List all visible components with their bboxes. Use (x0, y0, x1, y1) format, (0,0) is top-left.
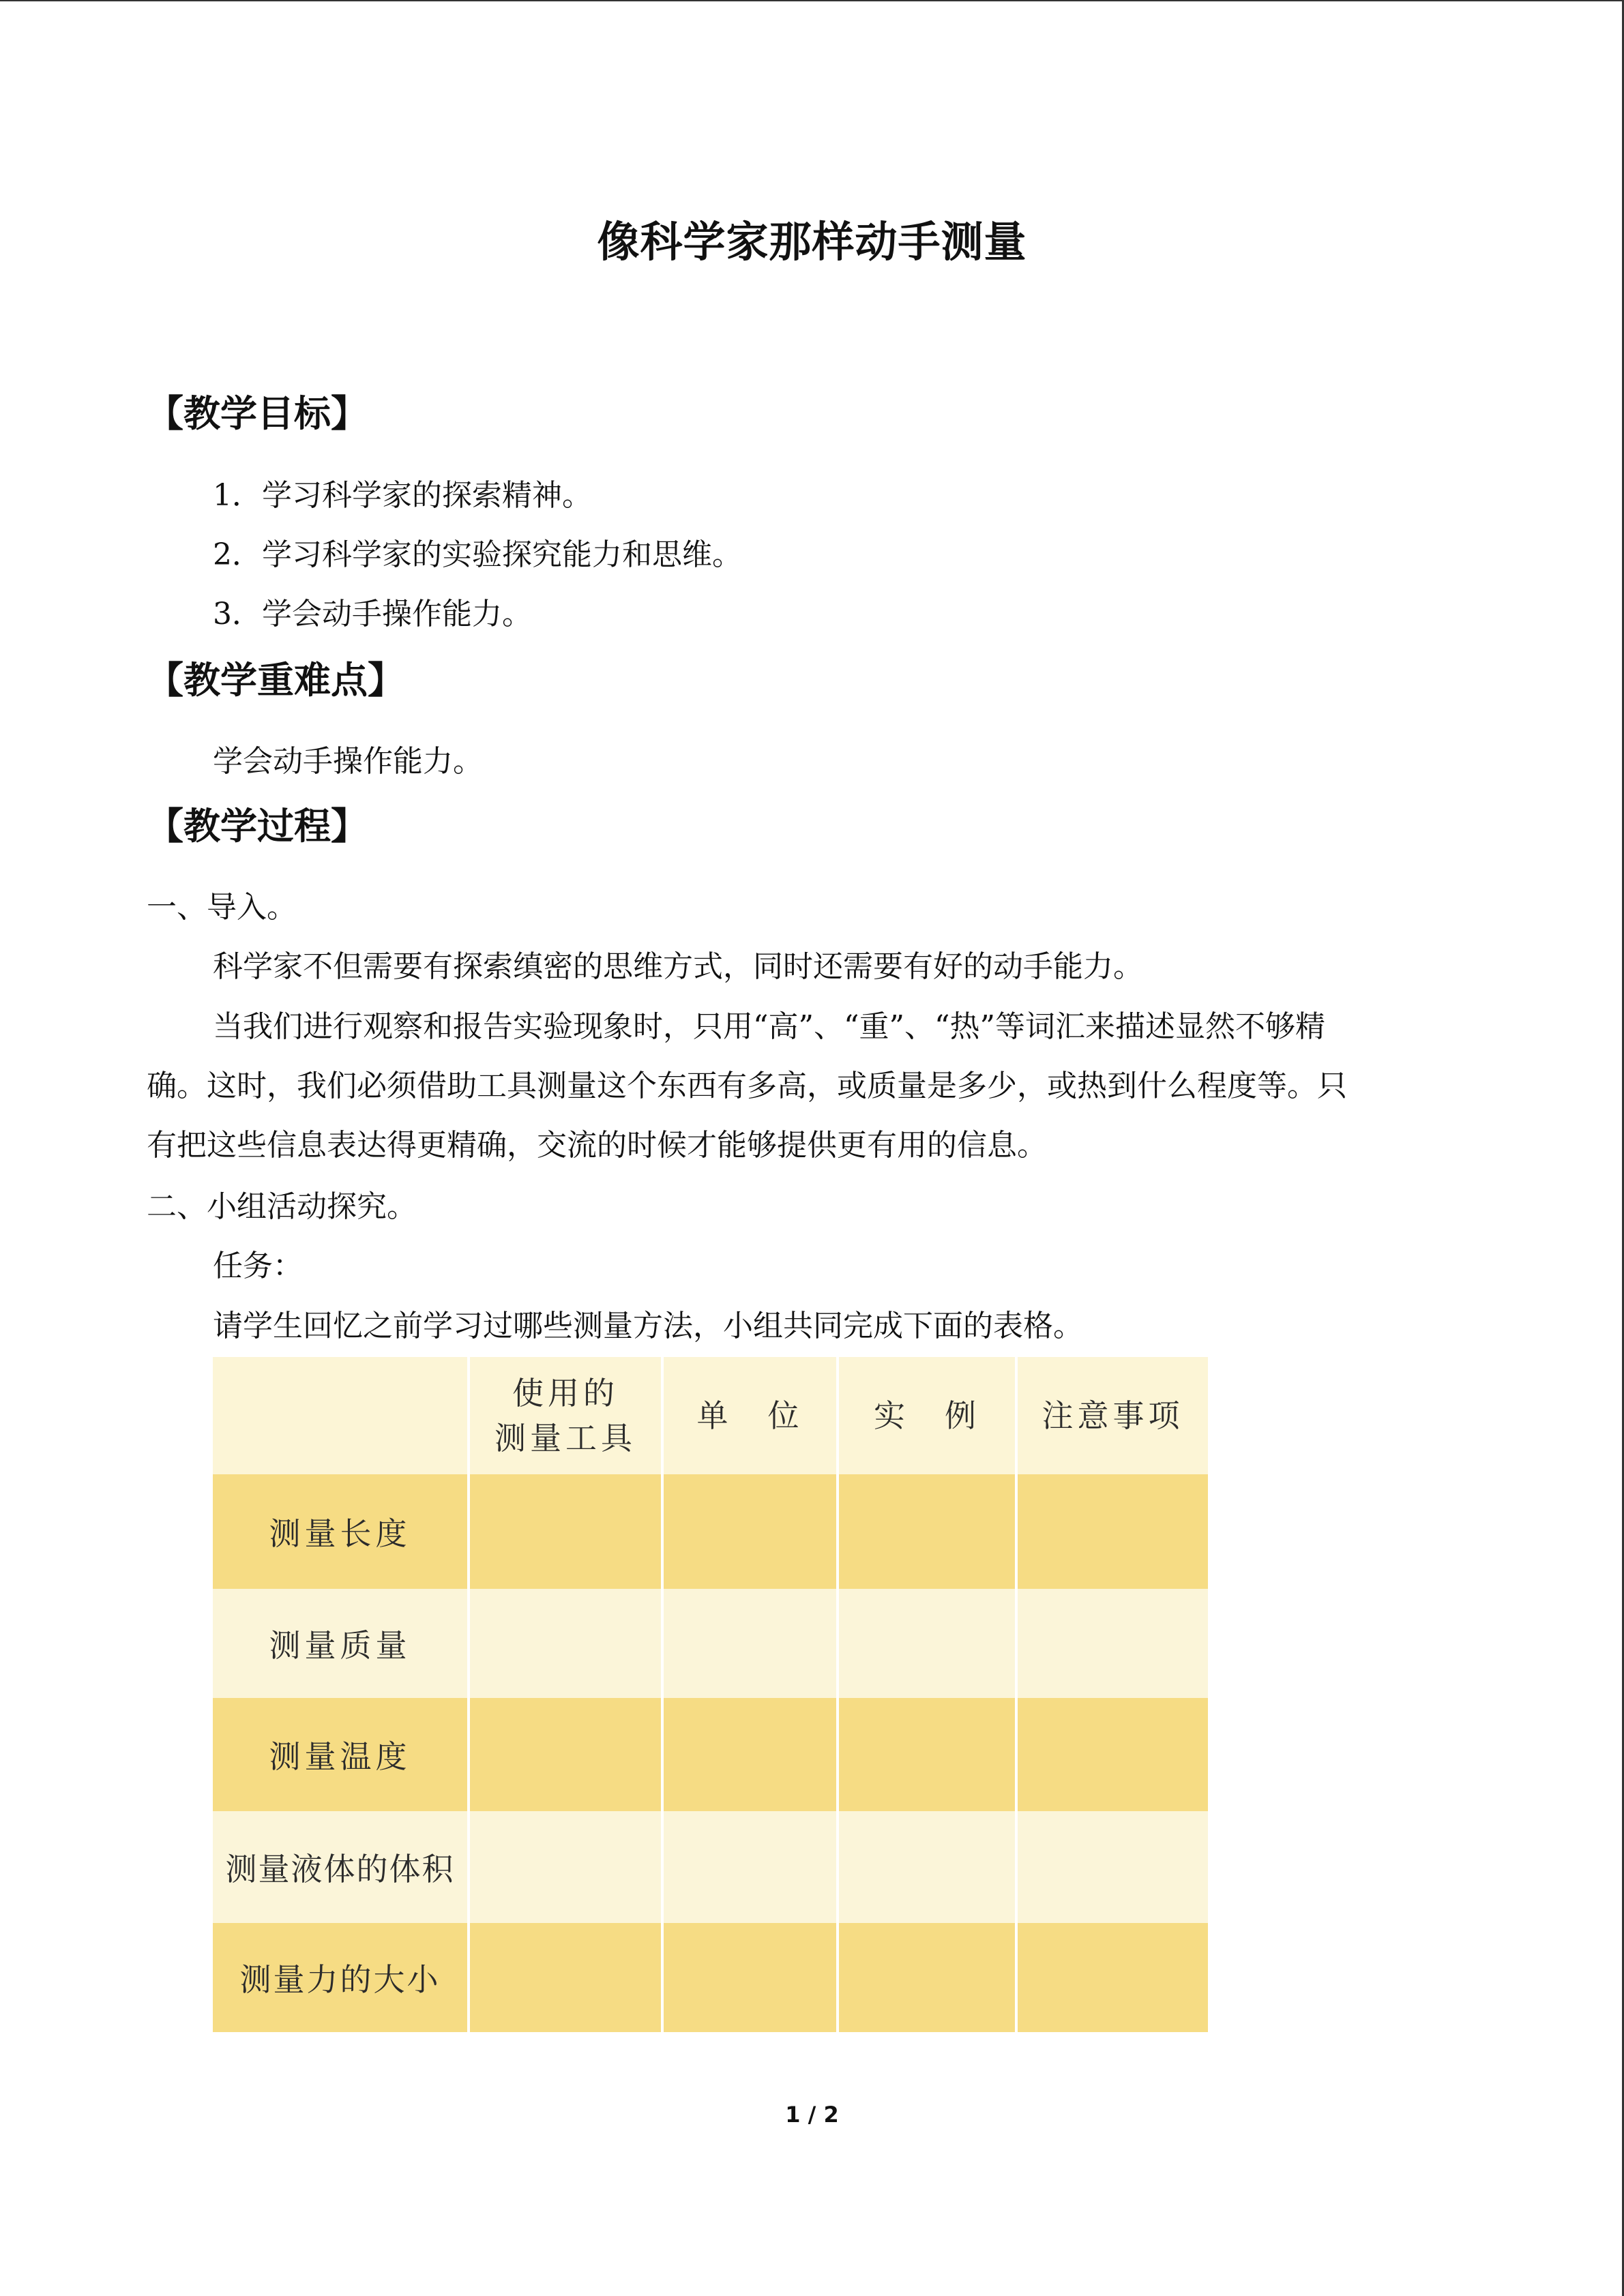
table-cell (839, 1698, 1015, 1811)
document-title: 像科学家那样动手测量 (597, 217, 1027, 267)
key-points-heading: 【教学重难点】 (147, 659, 404, 702)
task-text: 请学生回忆之前学习过哪些测量方法，小组共同完成下面的表格。 (213, 1309, 1083, 1343)
table-cell (664, 1474, 836, 1589)
table-cell (839, 1923, 1015, 2032)
table-cell (470, 1589, 661, 1698)
table-header-unit: 单 位 (664, 1357, 836, 1474)
objective-item-3: 3．学会动手操作能力。 (213, 597, 532, 631)
table-cell (1018, 1589, 1208, 1698)
table-row-label-mass: 测量质量 (213, 1589, 467, 1698)
table-header-empty (213, 1357, 467, 1474)
intro-paragraph-2-line-3: 有把这些信息表达得更精确，交流的时候才能够提供更有用的信息。 (147, 1128, 1047, 1163)
table-cell (1018, 1811, 1208, 1923)
table-header-notes: 注意事项 (1018, 1357, 1208, 1474)
table-cell (664, 1923, 836, 2032)
intro-paragraph-1: 科学家不但需要有探索缜密的思维方式，同时还需要有好的动手能力。 (213, 949, 1143, 984)
table-row-label-liquid-volume: 测量液体的体积 (213, 1811, 467, 1923)
table-cell (470, 1698, 661, 1811)
intro-paragraph-2-line-1: 当我们进行观察和报告实验现象时，只用“高”、“重”、“热”等词汇来描述显然不够精 (213, 1009, 1325, 1044)
table-cell (1018, 1474, 1208, 1589)
page-top-border (0, 0, 1623, 1)
table-row-label-length: 测量长度 (213, 1474, 467, 1589)
key-points-text: 学会动手操作能力。 (213, 744, 483, 779)
table-row-label-force: 测量力的大小 (213, 1923, 467, 2032)
process-heading: 【教学过程】 (147, 805, 368, 848)
table-header-example: 实 例 (839, 1357, 1015, 1474)
table-row-label-temperature: 测量温度 (213, 1698, 467, 1811)
task-label: 任务： (213, 1249, 303, 1283)
table-cell (470, 1474, 661, 1589)
table-cell (1018, 1923, 1208, 2032)
measurement-table (213, 1357, 1205, 2032)
objective-item-1: 1．学习科学家的探索精神。 (213, 478, 592, 513)
table-cell (839, 1811, 1015, 1923)
objectives-heading: 【教学目标】 (147, 392, 368, 435)
intro-paragraph-2-line-2: 确。这时，我们必须借助工具测量这个东西有多高，或质量是多少，或热到什么程度等。只 (147, 1069, 1347, 1103)
table-cell (470, 1811, 661, 1923)
objective-item-2: 2．学习科学家的实验探究能力和思维。 (213, 537, 742, 572)
intro-heading: 一、导入。 (147, 890, 297, 925)
table-cell (664, 1698, 836, 1811)
table-cell (664, 1589, 836, 1698)
table-cell (839, 1474, 1015, 1589)
page-number: 1 / 2 (785, 2102, 839, 2128)
table-cell (470, 1923, 661, 2032)
group-activity-heading: 二、小组活动探究。 (147, 1189, 417, 1224)
table-header-tool: 使用的 测量工具 (470, 1357, 661, 1474)
table-cell (839, 1589, 1015, 1698)
table-cell (1018, 1698, 1208, 1811)
table-cell (664, 1811, 836, 1923)
